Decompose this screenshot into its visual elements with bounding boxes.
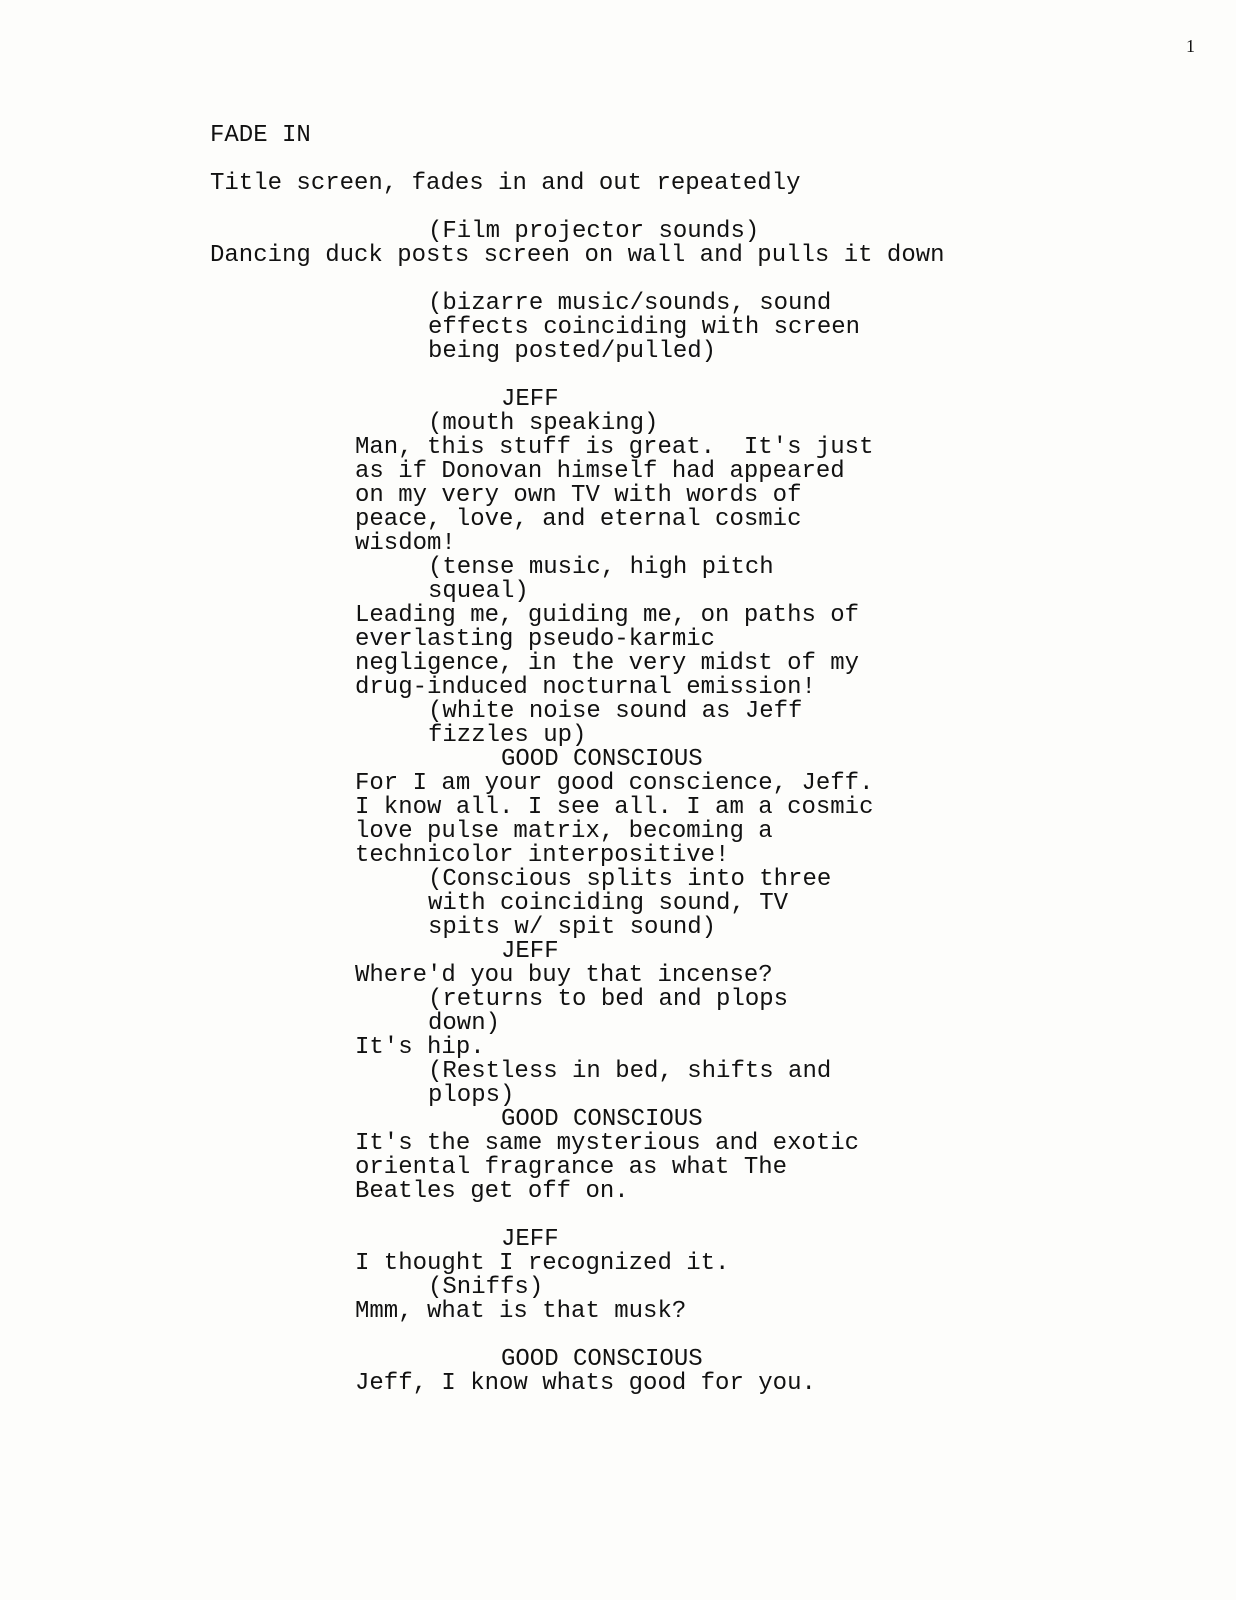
dialogue-line: Leading me, guiding me, on paths of (355, 602, 860, 629)
dialogue-line: as if Donovan himself had appeared (355, 458, 845, 485)
parenthetical: (Sniffs) (428, 1274, 544, 1301)
transition: FADE IN (210, 122, 311, 149)
dialogue-line: everlasting pseudo-karmic (355, 626, 716, 653)
parenthetical: (bizarre music/sounds, sound (428, 290, 832, 317)
action-line: Title screen, fades in and out repeatedly (210, 170, 801, 197)
dialogue-line: on my very own TV with words of (355, 482, 802, 509)
dialogue-line: Man, this stuff is great. It's just (355, 434, 874, 461)
parenthetical: down) (428, 1010, 501, 1037)
dialogue-line: Beatles get off on. (355, 1178, 629, 1205)
character-name: GOOD CONSCIOUS (501, 1106, 703, 1133)
parenthetical: (tense music, high pitch (428, 554, 774, 581)
parenthetical: (Conscious splits into three (428, 866, 832, 893)
dialogue-line: I know all. I see all. I am a cosmic (355, 794, 874, 821)
parenthetical: with coinciding sound, TV (428, 890, 789, 917)
parenthetical: (Restless in bed, shifts and (428, 1058, 832, 1085)
page-number: 1 (1186, 36, 1195, 56)
parenthetical: being posted/pulled) (428, 338, 717, 365)
character-name: JEFF (501, 386, 559, 413)
parenthetical: spits w/ spit sound) (428, 914, 717, 941)
parenthetical: (mouth speaking) (428, 410, 659, 437)
character-name: GOOD CONSCIOUS (501, 1346, 703, 1373)
dialogue-line: wisdom! (355, 530, 456, 557)
character-name: JEFF (501, 1226, 559, 1253)
parenthetical: effects coinciding with screen (428, 314, 861, 341)
dialogue-line: technicolor interpositive! (355, 842, 730, 869)
character-name: JEFF (501, 938, 559, 965)
parenthetical: fizzles up) (428, 722, 587, 749)
parenthetical: (Film projector sounds) (428, 218, 760, 245)
dialogue-line: Jeff, I know whats good for you. (355, 1370, 816, 1397)
parenthetical: (white noise sound as Jeff (428, 698, 803, 725)
parenthetical: plops) (428, 1082, 515, 1109)
character-name: GOOD CONSCIOUS (501, 746, 703, 773)
action-line: Dancing duck posts screen on wall and pulls it down (210, 242, 945, 269)
parenthetical: squeal) (428, 578, 529, 605)
dialogue-line: negligence, in the very midst of my (355, 650, 860, 677)
dialogue-line: Mmm, what is that musk? (355, 1298, 687, 1325)
dialogue-line: Where'd you buy that incense? (355, 962, 773, 989)
parenthetical: (returns to bed and plops (428, 986, 789, 1013)
dialogue-line: For I am your good conscience, Jeff. (355, 770, 874, 797)
dialogue-line: oriental fragrance as what The (355, 1154, 788, 1181)
dialogue-line: love pulse matrix, becoming a (355, 818, 773, 845)
dialogue-line: It's hip. (355, 1034, 485, 1061)
dialogue-line: It's the same mysterious and exotic (355, 1130, 860, 1157)
dialogue-line: I thought I recognized it. (355, 1250, 730, 1277)
dialogue-line: peace, love, and eternal cosmic (355, 506, 802, 533)
dialogue-line: drug-induced nocturnal emission! (355, 674, 816, 701)
